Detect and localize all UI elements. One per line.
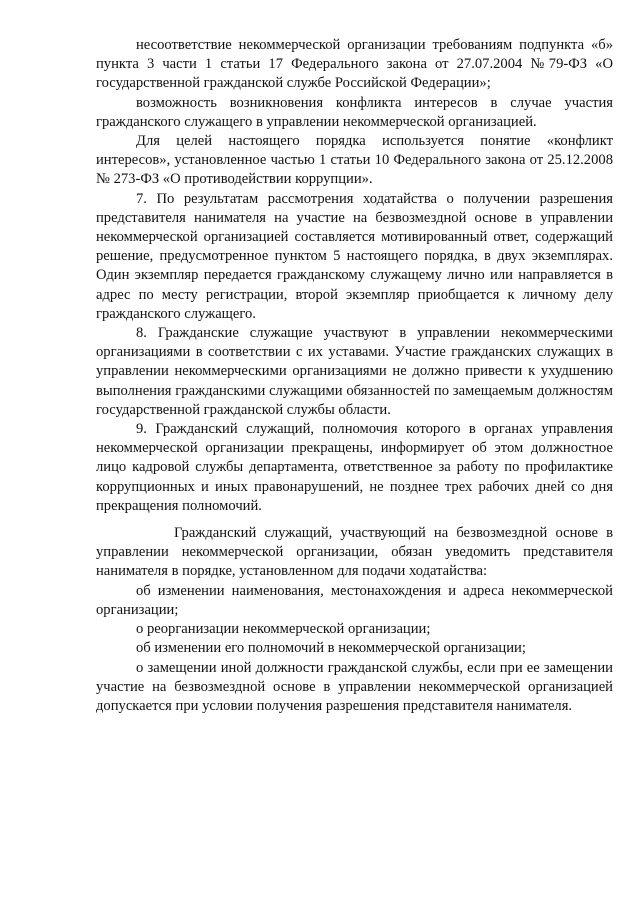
list-item-powers-change: об изменении его полномочий в некоммерческой организации; — [136, 640, 526, 657]
paragraph-item-9: 9. Гражданский служащий, полномочия которого в органах управления некоммерческой организации прекращены, информирует об этом должностное лицо кадровой службы департамента, ответственное за работу по профилактике коррупционных и иных правонарушений, не позднее трех рабочих дней со дня прекращения полномочий. — [96, 421, 613, 514]
paragraph-noncompliance: несоответствие некоммерческой организации требованиям подпункта «б» пункта 3 части 1 статьи 17 Федерального закона от 27.07.2004 №79-ФЗ «О государственной гражданской службе Российской Федерации»; — [96, 37, 613, 92]
list-item-name-change: об изменении наименования, местонахождения и адреса некоммерческой организации; — [96, 582, 613, 618]
paragraph-item-8: 8. Гражданские служащие участвуют в управлении некоммерческими организациями в соответствии с их уставами. Участие гражданских служащих в управлении некоммерческими организациями не должно привести к ухудшению выполнения гражданскими служащими обязанностей по замещаемым должностям государственной гражданской службы области. — [96, 325, 613, 418]
list-item-reorganization: о реорганизации некоммерческой организации; — [136, 621, 431, 638]
list-item-other-position: о замещении иной должности гражданской службы, если при ее замещении участие на безвозмездной основе в управлении некоммерческой организацией допускается при условии получения разрешения представителя нанимателя. — [96, 659, 613, 714]
paragraph-conflict-definition: Для целей настоящего порядка используется понятие «конфликт интересов», установленное частью 1 статьи 10 Федерального закона от 25.12.2008 № 273-ФЗ «О противодействии коррупции». — [96, 133, 613, 188]
document-body — [96, 36, 613, 716]
paragraph-conflict-possibility: возможность возникновения конфликта интересов в случае участия гражданского служащего в управлении некоммерческой организацией. — [96, 94, 613, 130]
paragraph-notification-duty: Гражданский служащий, участвующий на безвозмездной основе в управлении некоммерческой организации, обязан уведомить представителя нанимателя в порядке, установленном для подачи ходатайства: — [96, 525, 613, 580]
paragraph-item-7: 7. По результатам рассмотрения ходатайства о получении разрешения представителя нанимателя на участие на безвозмездной основе в управлении некоммерческой организацией составляется мотивированный ответ, содержащий решение, предусмотренное пунктом 5 настоящего порядка, в двух экземплярах. Один экземпляр передается гражданскому служащему лично или направляется в адрес по месту регистрации, второй экземпляр приобщается к личному делу гражданского служащего. — [96, 190, 613, 322]
